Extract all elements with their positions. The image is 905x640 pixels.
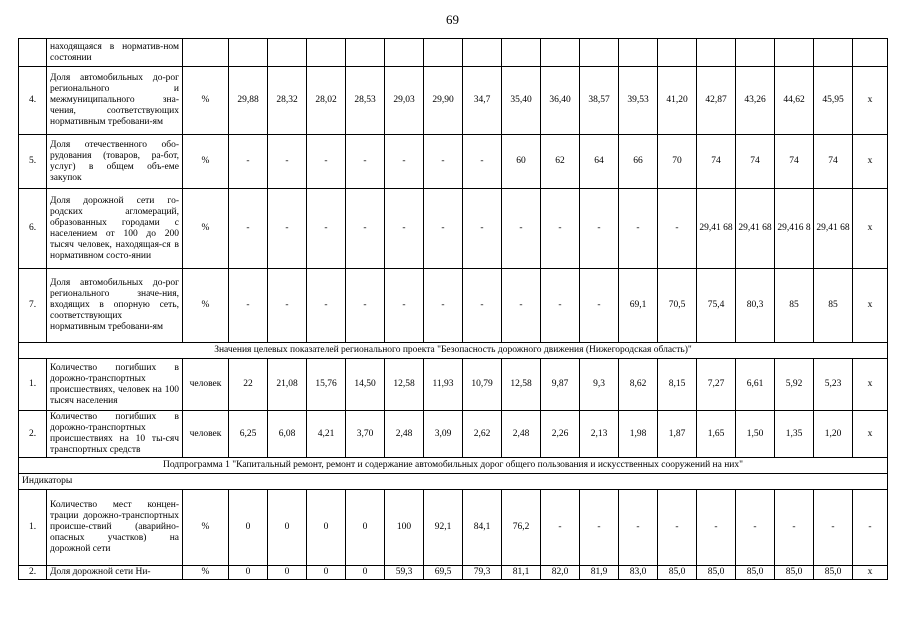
- final-value: -: [853, 490, 888, 566]
- table-row: [19, 458, 888, 474]
- unit: %: [183, 269, 229, 343]
- year-value: [697, 39, 736, 67]
- year-value: 70: [658, 135, 697, 189]
- table-row: [19, 411, 888, 458]
- year-value: 69,1: [619, 269, 658, 343]
- year-value: -: [424, 189, 463, 269]
- year-value: 76,2: [502, 490, 541, 566]
- indicator-name: Доля автомобильных до-рог регионального и межмуниципального зна-чения, соответствующих нормативным требовани-ям: [47, 67, 183, 135]
- year-value: [268, 39, 307, 67]
- year-value: 3,09: [424, 411, 463, 458]
- final-value: [853, 39, 888, 67]
- year-value: [619, 39, 658, 67]
- year-value: 100: [385, 490, 424, 566]
- table-row: [19, 189, 888, 269]
- final-value: х: [853, 269, 888, 343]
- year-value: 0: [229, 566, 268, 580]
- year-value: -: [463, 135, 502, 189]
- year-value: -: [385, 269, 424, 343]
- year-value: -: [346, 189, 385, 269]
- final-value: х: [853, 359, 888, 411]
- year-value: -: [658, 189, 697, 269]
- year-value: 44,62: [775, 67, 814, 135]
- year-value: 14,50: [346, 359, 385, 411]
- year-value: 85: [775, 269, 814, 343]
- row-number: 2.: [19, 566, 47, 580]
- year-value: [814, 39, 853, 67]
- year-value: 1,50: [736, 411, 775, 458]
- indicators-subheader: Индикаторы: [19, 474, 888, 490]
- year-value: 85,0: [736, 566, 775, 580]
- year-value: 21,08: [268, 359, 307, 411]
- year-value: -: [346, 269, 385, 343]
- year-value: 29,41 68: [736, 189, 775, 269]
- year-value: 74: [814, 135, 853, 189]
- year-value: -: [580, 490, 619, 566]
- year-value: 74: [697, 135, 736, 189]
- unit: %: [183, 189, 229, 269]
- year-value: 34,7: [463, 67, 502, 135]
- year-value: 28,02: [307, 67, 346, 135]
- unit: %: [183, 67, 229, 135]
- year-value: 66: [619, 135, 658, 189]
- year-value: 29,416 8: [775, 189, 814, 269]
- year-value: 28,32: [268, 67, 307, 135]
- year-value: 1,98: [619, 411, 658, 458]
- year-value: 6,25: [229, 411, 268, 458]
- year-value: [424, 39, 463, 67]
- year-value: 81,9: [580, 566, 619, 580]
- row-number: 1.: [19, 490, 47, 566]
- year-value: -: [502, 189, 541, 269]
- year-value: 1,65: [697, 411, 736, 458]
- page-number: 69: [446, 12, 459, 27]
- final-value: х: [853, 189, 888, 269]
- year-value: -: [541, 269, 580, 343]
- year-value: -: [619, 490, 658, 566]
- year-value: 10,79: [463, 359, 502, 411]
- row-number: 4.: [19, 67, 47, 135]
- year-value: 74: [736, 135, 775, 189]
- year-value: -: [268, 189, 307, 269]
- section-header-subprogram-1: Подпрограмма 1 "Капитальный ремонт, ремонт и содержание автомобильных дорог общего пользования и искусственных сооружений на них": [19, 458, 888, 474]
- year-value: 28,53: [346, 67, 385, 135]
- year-value: 8,15: [658, 359, 697, 411]
- year-value: 1,87: [658, 411, 697, 458]
- year-value: -: [424, 135, 463, 189]
- year-value: 15,76: [307, 359, 346, 411]
- year-value: [502, 39, 541, 67]
- final-value: х: [853, 67, 888, 135]
- year-value: 2,62: [463, 411, 502, 458]
- year-value: 2,13: [580, 411, 619, 458]
- unit: %: [183, 135, 229, 189]
- year-value: 79,3: [463, 566, 502, 580]
- year-value: 2,26: [541, 411, 580, 458]
- year-value: 2,48: [502, 411, 541, 458]
- year-value: 1,20: [814, 411, 853, 458]
- year-value: 11,93: [424, 359, 463, 411]
- unit: %: [183, 490, 229, 566]
- year-value: 35,40: [502, 67, 541, 135]
- table-row: [19, 359, 888, 411]
- indicator-name: Доля дорожной сети го-родских агломераций, образованных городами с населением от 100 до 200 тысяч человек, находящая-ся в нормативном состо-янии: [47, 189, 183, 269]
- table-row: [19, 566, 888, 580]
- year-value: 12,58: [502, 359, 541, 411]
- year-value: -: [502, 269, 541, 343]
- year-value: 85,0: [814, 566, 853, 580]
- year-value: 0: [307, 490, 346, 566]
- row-number: 2.: [19, 411, 47, 458]
- year-value: -: [463, 269, 502, 343]
- year-value: 6,61: [736, 359, 775, 411]
- year-value: -: [268, 135, 307, 189]
- year-value: [658, 39, 697, 67]
- table-row: [19, 490, 888, 566]
- indicator-name: Количество мест концен-трации дорожно-транспортных происше-ствий (аварийно-опасных участков) на дорожной сети: [47, 490, 183, 566]
- year-value: 8,62: [619, 359, 658, 411]
- year-value: 1,35: [775, 411, 814, 458]
- final-value: х: [853, 411, 888, 458]
- table-row: [19, 343, 888, 359]
- year-value: 0: [307, 566, 346, 580]
- year-value: 45,95: [814, 67, 853, 135]
- final-value: х: [853, 566, 888, 580]
- year-value: [580, 39, 619, 67]
- unit: %: [183, 566, 229, 580]
- year-value: 92,1: [424, 490, 463, 566]
- year-value: [307, 39, 346, 67]
- year-value: 69,5: [424, 566, 463, 580]
- indicators-table: [18, 38, 888, 580]
- year-value: 3,70: [346, 411, 385, 458]
- table-row: [19, 67, 888, 135]
- year-value: 0: [346, 490, 385, 566]
- year-value: -: [229, 269, 268, 343]
- year-value: 75,4: [697, 269, 736, 343]
- year-value: 29,41 68: [697, 189, 736, 269]
- year-value: 2,48: [385, 411, 424, 458]
- year-value: 0: [268, 566, 307, 580]
- table-row: [19, 135, 888, 189]
- indicator-name: Доля автомобильных до-рог регионального значе-ния, входящих в опорную сеть, соответствующих нормативным требовани-ям: [47, 269, 183, 343]
- year-value: -: [307, 269, 346, 343]
- indicator-name: Количество погибших в дорожно-транспортных происшествиях, человек на 100 тысяч населения: [47, 359, 183, 411]
- section-header-safety: Значения целевых показателей регионального проекта "Безопасность дорожного движения (Нижегородская область)": [19, 343, 888, 359]
- year-value: 29,41 68: [814, 189, 853, 269]
- year-value: [775, 39, 814, 67]
- indicator-name: находящаяся в норматив-ном состоянии: [47, 39, 183, 67]
- year-value: -: [619, 189, 658, 269]
- year-value: 85,0: [697, 566, 736, 580]
- unit: человек: [183, 411, 229, 458]
- year-value: -: [580, 269, 619, 343]
- year-value: 6,08: [268, 411, 307, 458]
- unit: человек: [183, 359, 229, 411]
- year-value: 0: [346, 566, 385, 580]
- year-value: 38,57: [580, 67, 619, 135]
- year-value: 5,92: [775, 359, 814, 411]
- year-value: -: [580, 189, 619, 269]
- year-value: -: [307, 189, 346, 269]
- unit: [183, 39, 229, 67]
- year-value: 83,0: [619, 566, 658, 580]
- final-value: х: [853, 135, 888, 189]
- row-number: 5.: [19, 135, 47, 189]
- year-value: -: [775, 490, 814, 566]
- year-value: 81,1: [502, 566, 541, 580]
- year-value: 0: [268, 490, 307, 566]
- year-value: -: [541, 189, 580, 269]
- year-value: 22: [229, 359, 268, 411]
- year-value: 85,0: [775, 566, 814, 580]
- year-value: 62: [541, 135, 580, 189]
- year-value: 70,5: [658, 269, 697, 343]
- year-value: [541, 39, 580, 67]
- year-value: -: [229, 135, 268, 189]
- year-value: 85,0: [658, 566, 697, 580]
- row-number: 7.: [19, 269, 47, 343]
- year-value: -: [385, 135, 424, 189]
- year-value: -: [658, 490, 697, 566]
- year-value: 29,90: [424, 67, 463, 135]
- year-value: 80,3: [736, 269, 775, 343]
- year-value: [736, 39, 775, 67]
- year-value: -: [463, 189, 502, 269]
- table-row: [19, 474, 888, 490]
- year-value: 12,58: [385, 359, 424, 411]
- year-value: 39,53: [619, 67, 658, 135]
- table-row: [19, 269, 888, 343]
- year-value: 43,26: [736, 67, 775, 135]
- year-value: -: [385, 189, 424, 269]
- indicator-name: Количество погибших в дорожно-транспортных происшествиях на 10 ты-сяч транспортных средств: [47, 411, 183, 458]
- year-value: 85: [814, 269, 853, 343]
- year-value: 64: [580, 135, 619, 189]
- year-value: 59,3: [385, 566, 424, 580]
- year-value: -: [814, 490, 853, 566]
- year-value: [346, 39, 385, 67]
- year-value: 29,03: [385, 67, 424, 135]
- indicator-name: Доля отечественного обо-рудования (товаров, ра-бот, услуг) в общем объ-еме закупок: [47, 135, 183, 189]
- year-value: 29,88: [229, 67, 268, 135]
- year-value: -: [424, 269, 463, 343]
- year-value: 5,23: [814, 359, 853, 411]
- year-value: 82,0: [541, 566, 580, 580]
- row-number: [19, 39, 47, 67]
- year-value: 0: [229, 490, 268, 566]
- year-value: 74: [775, 135, 814, 189]
- year-value: 60: [502, 135, 541, 189]
- year-value: [463, 39, 502, 67]
- year-value: [229, 39, 268, 67]
- year-value: -: [541, 490, 580, 566]
- year-value: 84,1: [463, 490, 502, 566]
- row-number: 6.: [19, 189, 47, 269]
- row-number: 1.: [19, 359, 47, 411]
- year-value: 42,87: [697, 67, 736, 135]
- year-value: 9,3: [580, 359, 619, 411]
- year-value: -: [346, 135, 385, 189]
- year-value: 9,87: [541, 359, 580, 411]
- year-value: -: [307, 135, 346, 189]
- indicator-name: Доля дорожной сети Ни-: [47, 566, 183, 580]
- year-value: 4,21: [307, 411, 346, 458]
- year-value: -: [736, 490, 775, 566]
- year-value: 36,40: [541, 67, 580, 135]
- year-value: 41,20: [658, 67, 697, 135]
- year-value: -: [229, 189, 268, 269]
- year-value: -: [697, 490, 736, 566]
- table-row: [19, 39, 888, 67]
- year-value: -: [268, 269, 307, 343]
- year-value: 7,27: [697, 359, 736, 411]
- year-value: [385, 39, 424, 67]
